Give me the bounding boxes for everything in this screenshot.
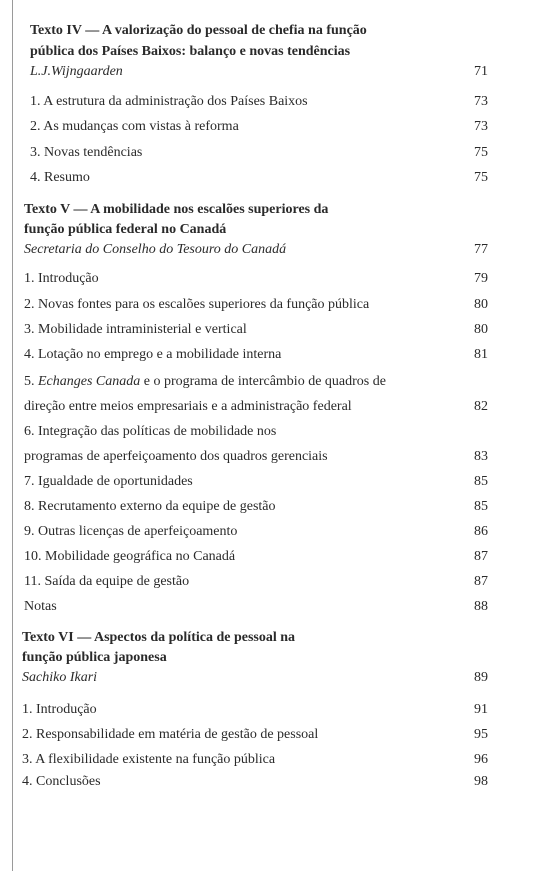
page-number: 83 — [474, 449, 488, 464]
toc-entry[interactable]: 5. Echanges Canada e o programa de intercâmbio de quadros de — [24, 374, 386, 389]
toc-entry[interactable]: 3. A flexibilidade existente na função pública 96 — [0, 750, 550, 770]
toc-entry[interactable]: 1. Introdução 91 — [0, 700, 550, 720]
section-author-row — [0, 668, 550, 688]
page-number: 82 — [474, 399, 488, 414]
page-number: 80 — [474, 322, 488, 337]
toc-entry[interactable]: 9. Outras licenças de aperfeiçoamento 86 — [0, 522, 550, 542]
page-number: 71 — [474, 64, 488, 79]
toc-entry[interactable]: 10. Mobilidade geográfica no Canadá 87 — [0, 547, 550, 567]
toc-entry-continuation[interactable]: direção entre meios empresariais e a administração federal 82 — [0, 397, 550, 417]
page-number: 79 — [474, 271, 488, 286]
toc-entry-continuation[interactable]: programas de aperfeiçoamento dos quadros gerenciais 83 — [0, 447, 550, 467]
page-number: 85 — [474, 499, 488, 514]
section-title-line: função pública federal no Canadá — [24, 222, 227, 237]
page-number: 96 — [474, 752, 488, 767]
toc-entry[interactable]: 8. Recrutamento externo da equipe de gestão 85 — [0, 497, 550, 517]
toc-entry[interactable]: 2. Novas fontes para os escalões superiores da função pública 80 — [0, 295, 550, 315]
page-number: 87 — [474, 549, 488, 564]
page-number: 89 — [474, 670, 488, 685]
toc-entry[interactable]: 3. Mobilidade intraministerial e vertical 80 — [0, 320, 550, 340]
page-number: 87 — [474, 574, 488, 589]
section-author: L.J.Wijngaarden — [30, 64, 123, 79]
toc-entry[interactable]: 2. Responsabilidade em matéria de gestão de pessoal 95 — [0, 725, 550, 745]
section-author: Secretaria do Conselho do Tesouro do Canadá — [24, 242, 287, 257]
toc-entry[interactable]: 6. Integração das políticas de mobilidade nos — [24, 424, 277, 439]
page-number: 73 — [474, 119, 488, 134]
toc-entry[interactable]: 1. Introdução 79 — [0, 269, 550, 289]
section-author-row — [0, 240, 550, 260]
toc-entry[interactable]: 4. Conclusões 98 — [0, 772, 550, 792]
page-number: 85 — [474, 474, 488, 489]
page-number: 88 — [474, 599, 488, 614]
toc-entry[interactable]: 7. Igualdade de oportunidades 85 — [0, 472, 550, 492]
page-number: 80 — [474, 297, 488, 312]
page-number: 86 — [474, 524, 488, 539]
page-number: 81 — [474, 347, 488, 362]
toc-entry[interactable]: 11. Saída da equipe de gestão 87 — [0, 572, 550, 592]
section-title-line: Texto IV — A valorização do pessoal de chefia na função — [30, 23, 367, 38]
page-number: 75 — [474, 145, 488, 160]
toc-entry[interactable]: 2. As mudanças com vistas à reforma 73 — [0, 117, 550, 137]
page-number: 75 — [474, 170, 488, 185]
toc-entry[interactable]: Notas 88 — [0, 597, 550, 617]
page-number: 95 — [474, 727, 488, 742]
section-author: Sachiko Ikari — [22, 670, 98, 685]
toc-entry[interactable]: 3. Novas tendências 75 — [0, 143, 550, 163]
section-title-line: função pública japonesa — [22, 650, 167, 665]
toc-entry[interactable]: 1. A estrutura da administração dos Países Baixos 73 — [0, 92, 550, 112]
page-number: 77 — [474, 242, 488, 257]
page-number: 91 — [474, 702, 488, 717]
section-title-line: Texto VI — Aspectos da política de pessoal na — [22, 630, 296, 645]
page-number: 98 — [474, 774, 488, 789]
section-author-row — [0, 62, 550, 82]
page-number: 73 — [474, 94, 488, 109]
section-title-line: pública dos Países Baixos: balanço e novas tendências — [30, 44, 351, 59]
toc-entry[interactable]: 4. Resumo 75 — [0, 168, 550, 188]
section-title-line: Texto V — A mobilidade nos escalões superiores da — [24, 202, 329, 217]
toc-entry[interactable]: 4. Lotação no emprego e a mobilidade interna 81 — [0, 345, 550, 365]
